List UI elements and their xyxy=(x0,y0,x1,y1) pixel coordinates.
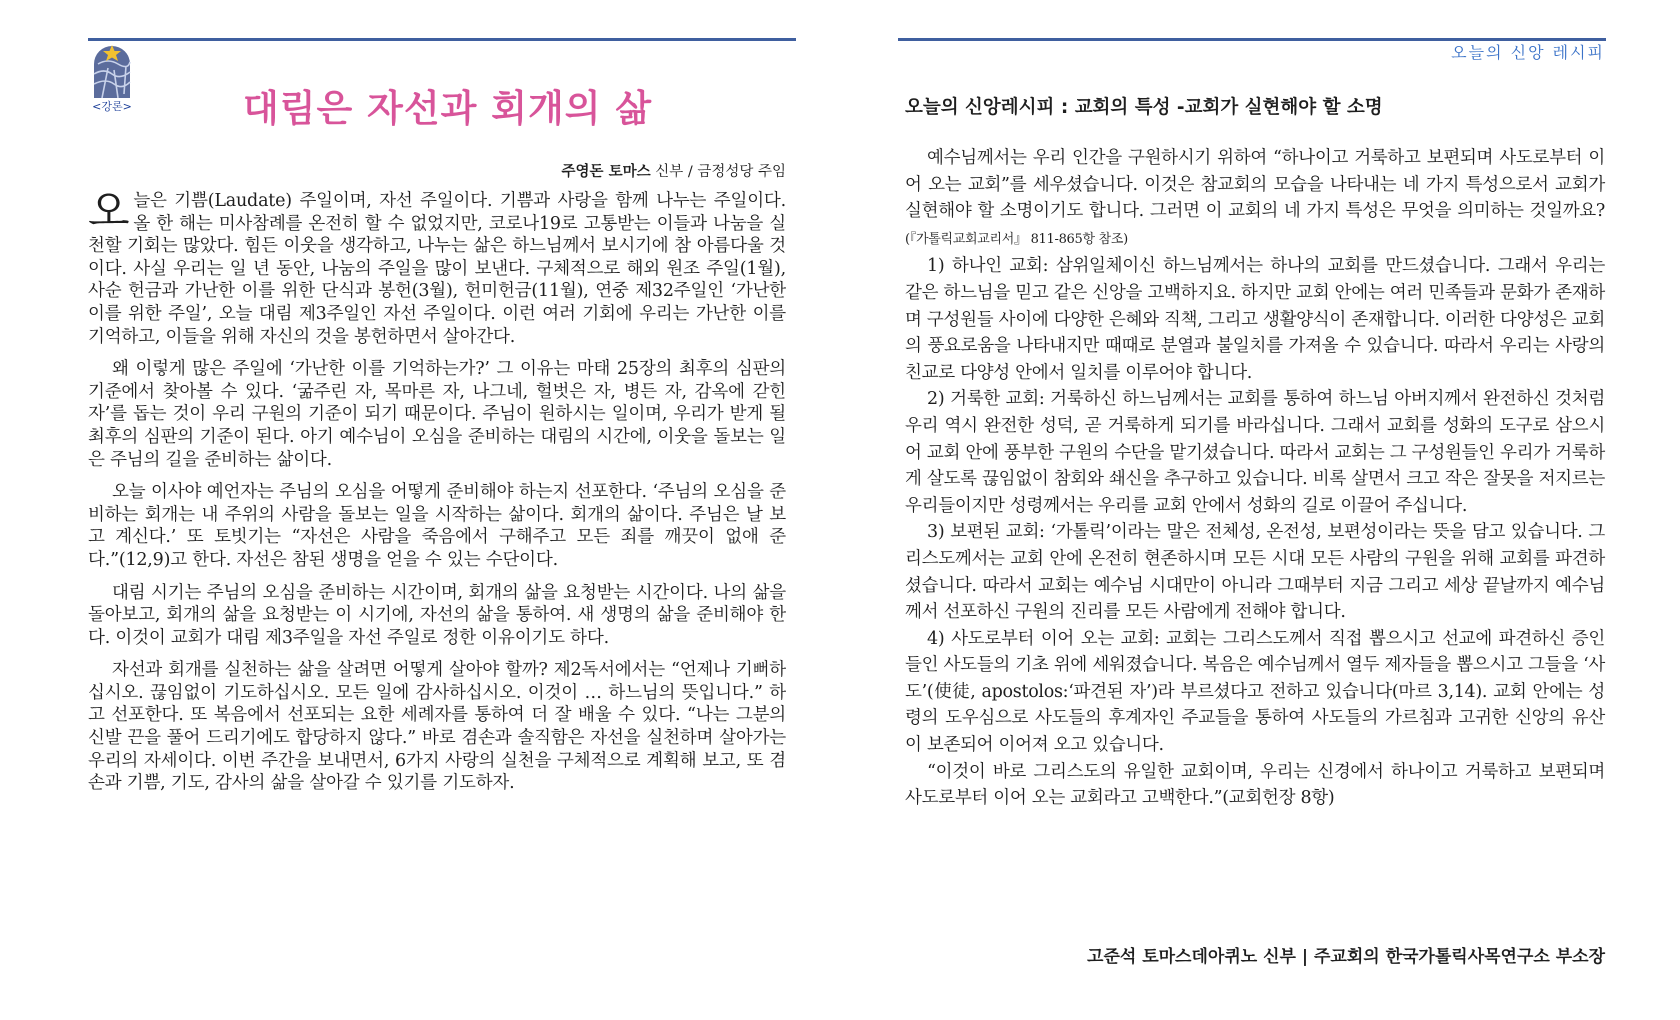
homily-paragraph: 오늘 이사야 예언자는 주님의 오심을 어떻게 준비해야 하는지 선포한다. ‘주님의 오심을 준비하는 회개는 내 주위의 사람을 돌보는 일을 시작하는 삶이다. 회개의 삶이다. 주님은 날 보고 계신다.’ 또 토빗기는 “자선은 사람을 죽음에서 구해주고 모든 죄를 깨끗이 없애 준다.”(12,9)고 한다. 자선은 참된 생명을 얻을 수 있는 수단이다. xyxy=(88,482,786,570)
recipe-paragraph: 1) 하나인 교회: 삼위일체이신 하느님께서는 하나의 교회를 만드셨습니다. 그래서 우리는 같은 하느님을 믿고 같은 신앙을 고백하지요. 하지만 교회 안에는 여러 민족들과 문화가 존재하며 구성원들 사이에 다양한 은혜와 직책, 그리고 생활양식이 존재합니다. 이러한 다양성은 교회의 풍요로움을 나타내지만 때때로 분열과 불일치를 가져올 수 있습니다. 따라서 우리는 사랑의 친교로 다양성 안에서 일치를 이루어야 합니다. xyxy=(905,256,1605,383)
homily-page xyxy=(88,40,786,1015)
faith-recipe-page xyxy=(905,40,1605,1015)
recipe-body xyxy=(905,145,1605,812)
series-label: 오늘의 신앙 레시피 xyxy=(1451,43,1605,62)
recipe-signature: 고준석 토마스데아퀴노 신부 | 주교회의 한국가톨릭사목연구소 부소장 xyxy=(1087,947,1605,967)
homily-paragraph: 왜 이렇게 많은 주일에 ‘가난한 이를 기억하는가?’ 그 이유는 마태 25장의 최후의 심판의 기준에서 찾아볼 수 있다. ‘굶주린 자, 목마른 자, 나그네, 헐벗은 자, 병든 자, 감옥에 갇힌 자’를 돕는 것이 우리 구원의 기준이 되기 때문이다. 주님이 원하시는 일이며, 우리가 받게 될 최후의 심판의 기준이 된다. 아기 예수님이 오심을 준비하는 대림의 시간에, 이웃을 돌보는 일은 주님의 길을 준비하는 삶이다. xyxy=(88,359,786,470)
recipe-paragraph: 3) 보편된 교회: ‘가톨릭’이라는 말은 전체성, 온전성, 보편성이라는 뜻을 담고 있습니다. 그리스도께서는 교회 안에 온전히 현존하시며 모든 시대 모든 사람의 구원을 위해 교회를 파견하셨습니다. 따라서 교회는 예수님 시대만이 아니라 그때부터 지금 그리고 세상 끝날까지 예수님께서 선포하신 구원의 진리를 모든 사람에게 전해야 합니다. xyxy=(905,522,1605,623)
recipe-title: 오늘의 신앙레시피 : 교회의 특성 -교회가 실현해야 할 소명 xyxy=(905,97,1383,118)
author-name: 주영돈 토마스 xyxy=(561,164,651,180)
homily-title: 대림은 자선과 회개의 삶 xyxy=(243,87,653,130)
homily-emblem xyxy=(88,44,136,112)
author-role: 신부 / 금정성당 주임 xyxy=(650,164,786,180)
homily-body xyxy=(88,187,786,805)
homily-paragraph: 오늘은 기쁨(Laudate) 주일이며, 자선 주일이다. 기쁨과 사랑을 함께 나누는 주일이다. 올 한 해는 미사참례를 온전히 할 수 없었지만, 코로나19로 고통받는 이들과 나눔을 실천할 기회는 많았다. 힘든 이웃을 생각하고, 나누는 삶은 하느님께서 보시기에 참 아름다울 것이다. 사실 우리는 일 년 동안, 나눔의 주일을 많이 보낸다. 구체적으로 해외 원조 주일(1월), 사순 헌금과 가난한 이를 위한 단식과 봉헌(3월), 헌미헌금(11월), 연중 제32주일인 ‘가난한 이를 위한 주일’, 오늘 대림 제3주일인 자선 주일이다. 이런 여러 기회에 우리는 가난한 이를 기억하고, 이들을 위해 자신의 것을 봉헌하면서 살아간다. xyxy=(88,187,786,347)
stained-glass-window-icon xyxy=(92,44,132,98)
recipe-paragraph: 2) 거룩한 교회: 거룩하신 하느님께서는 교회를 통하여 하느님 아버지께서 완전하신 것처럼 우리 역시 완전한 성덕, 곧 거룩하게 되기를 바라십니다. 그래서 교회를 성화의 도구로 삼으시어 교회 안에 풍부한 구원의 수단을 맡기셨습니다. 따라서 교회는 그 구성원들인 우리가 거룩하게 살도록 끊임없이 참회와 쇄신을 추구하고 있습니다. 비록 살면서 크고 작은 잘못을 저지르는 우리들이지만 성령께서는 우리를 교회 안에서 성화의 길로 이끌어 주십니다. xyxy=(905,389,1605,516)
catechism-citation: (『가톨릭교회교리서』 811-865항 참조) xyxy=(905,231,1128,247)
recipe-quote-paragraph: “이것이 바로 그리스도의 유일한 교회이며, 우리는 신경에서 하나이고 거룩하고 보편되며 사도로부터 이어 오는 교회라고 고백한다.”(교회헌장 8항) xyxy=(905,761,1605,809)
recipe-intro-paragraph xyxy=(905,145,1605,253)
recipe-intro-text: 예수님께서는 우리 인간을 구원하시기 위하여 “하나이고 거룩하고 보편되며 사도로부터 이어 오는 교회”를 세우셨습니다. 이것은 참교회의 모습을 나타내는 네 가지 특성으로서 교회가 실현해야 할 소명이기도 합니다. 그러면 이 교회의 네 가지 특성은 무엇을 의미하는 것일까요? xyxy=(905,148,1605,222)
recipe-paragraph: 4) 사도로부터 이어 오는 교회: 교회는 그리스도께서 직접 뽑으시고 선교에 파견하신 증인들인 사도들의 기초 위에 세워졌습니다. 복음은 예수님께서 열두 제자들을 뽑으시고 그들을 ‘사도’(使徒, apostolos:‘파견된 자’)라 부르셨다고 전하고 있습니다(마르 3,14). 교회 안에는 성령의 도우심으로 사도들의 후계자인 주교들을 통하여 사도들의 가르침과 고귀한 신앙의 유산이 보존되어 이어져 오고 있습니다. xyxy=(905,628,1605,756)
emblem-caption: <강론> xyxy=(92,100,132,113)
homily-paragraph: 자선과 회개를 실천하는 삶을 살려면 어떻게 살아야 할까? 제2독서에서는 “언제나 기뻐하십시오. 끊임없이 기도하십시오. 모든 일에 감사하십시오. 이것이 … 하느님의 뜻입니다.” 하고 선포한다. 또 복음에서 선포되는 요한 세례자를 통하여 더 잘 배울 수 있다. “나는 그분의 신발 끈을 풀어 드리기에도 합당하지 않다.” 바로 겸손과 솔직함은 자선을 실천하며 살아가는 우리의 자세이다. 이번 주간을 보내면서, 6가지 사랑의 실천을 구체적으로 계획해 보고, 또 겸손과 기쁨, 기도, 감사의 삶을 살아갈 수 있기를 기도하자. xyxy=(88,660,786,794)
homily-byline xyxy=(562,160,786,181)
homily-paragraph: 대림 시기는 주님의 오심을 준비하는 시간이며, 회개의 삶을 요청받는 시간이다. 나의 삶을 돌아보고, 회개의 삶을 요청받는 이 시기에, 자선의 삶을 통하여. 새 생명의 삶을 준비해야 한다. 이것이 교회가 대림 제3주일을 자선 주일로 정한 이유이기도 하다. xyxy=(88,582,786,648)
